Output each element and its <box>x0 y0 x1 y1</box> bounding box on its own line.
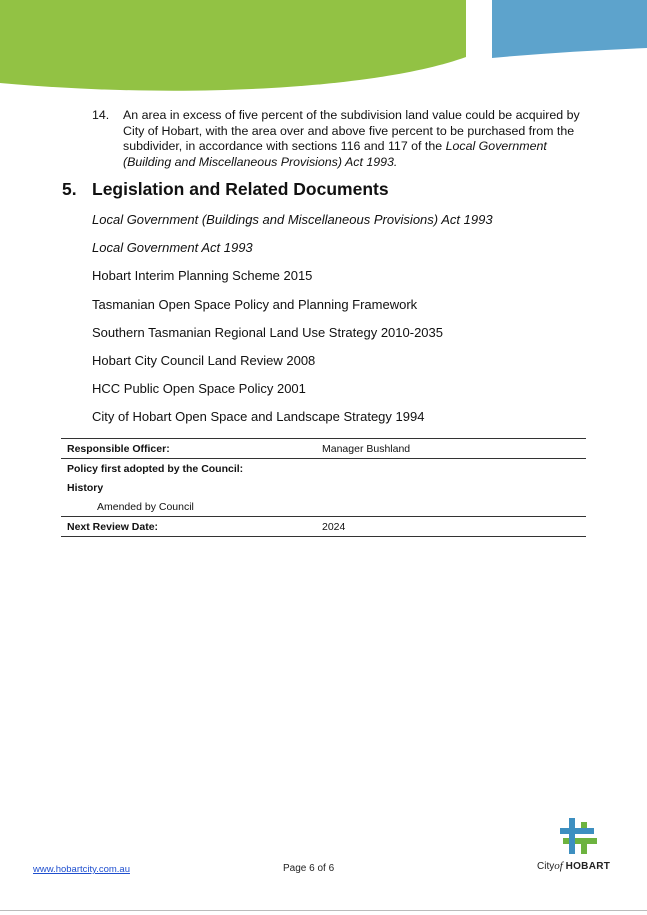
next-review-row <box>61 517 586 537</box>
section-title: Legislation and Related Documents <box>92 179 389 199</box>
logo-hobart: HOBART <box>565 861 611 872</box>
document-item: Local Government (Buildings and Miscellaneous Provisions) Act 1993 <box>92 212 493 227</box>
related-documents-list <box>92 212 493 438</box>
item-number: 14. <box>92 108 110 122</box>
document-item: Hobart City Council Land Review 2008 <box>92 352 316 368</box>
amended-row <box>61 497 586 517</box>
next-review-label: Next Review Date: <box>61 517 316 537</box>
policy-item-14 <box>92 108 592 170</box>
first-adopted-row <box>61 459 586 479</box>
logo-wordmark <box>537 860 610 872</box>
item-text <box>92 108 592 170</box>
document-item: Hobart Interim Planning Scheme 2015 <box>92 268 313 284</box>
website-link[interactable]: www.hobartcity.com.au <box>33 864 130 875</box>
policy-info-table <box>61 438 586 537</box>
history-row <box>61 478 586 497</box>
section-heading <box>62 179 389 200</box>
responsible-officer-label: Responsible Officer: <box>61 439 316 459</box>
page-bottom-rule <box>0 910 647 911</box>
logo-city: City <box>537 861 555 872</box>
document-item: Tasmanian Open Space Policy and Planning Framework <box>92 296 418 312</box>
item-body: An area in excess of five percent of the subdivision land value could be acquired by City of Hobart, with the area over and above five percent to be purchased from the subdivider, in accordance with sections 116 and 117 of the <box>123 108 580 153</box>
amended-label: Amended by Council <box>97 500 194 513</box>
history-label: History <box>67 481 104 494</box>
next-review-value: 2024 <box>316 517 586 537</box>
header-decoration <box>0 0 647 95</box>
document-item: HCC Public Open Space Policy 2001 <box>92 381 306 397</box>
document-item: Local Government Act 1993 <box>92 240 253 256</box>
responsible-officer-row <box>61 439 586 459</box>
city-of-hobart-logo <box>537 818 619 874</box>
page-number: Page 6 of 6 <box>283 863 335 874</box>
header-green-band <box>0 0 466 91</box>
document-item: City of Hobart Open Space and Landscape Strategy 1994 <box>92 409 425 425</box>
header-blue-band <box>492 0 647 58</box>
item-act-reference: Local Government (Building and Miscellaneous Provisions) Act 1993. <box>123 139 547 169</box>
responsible-officer-value: Manager Bushland <box>316 439 586 459</box>
first-adopted-value <box>316 459 586 479</box>
logo-of: of <box>554 860 563 872</box>
first-adopted-label: Policy first adopted by the Council: <box>61 459 316 479</box>
section-number: 5. <box>62 179 77 199</box>
document-item: Southern Tasmanian Regional Land Use Strategy 2010-2035 <box>92 324 443 340</box>
logo-mark-icon <box>557 818 597 856</box>
